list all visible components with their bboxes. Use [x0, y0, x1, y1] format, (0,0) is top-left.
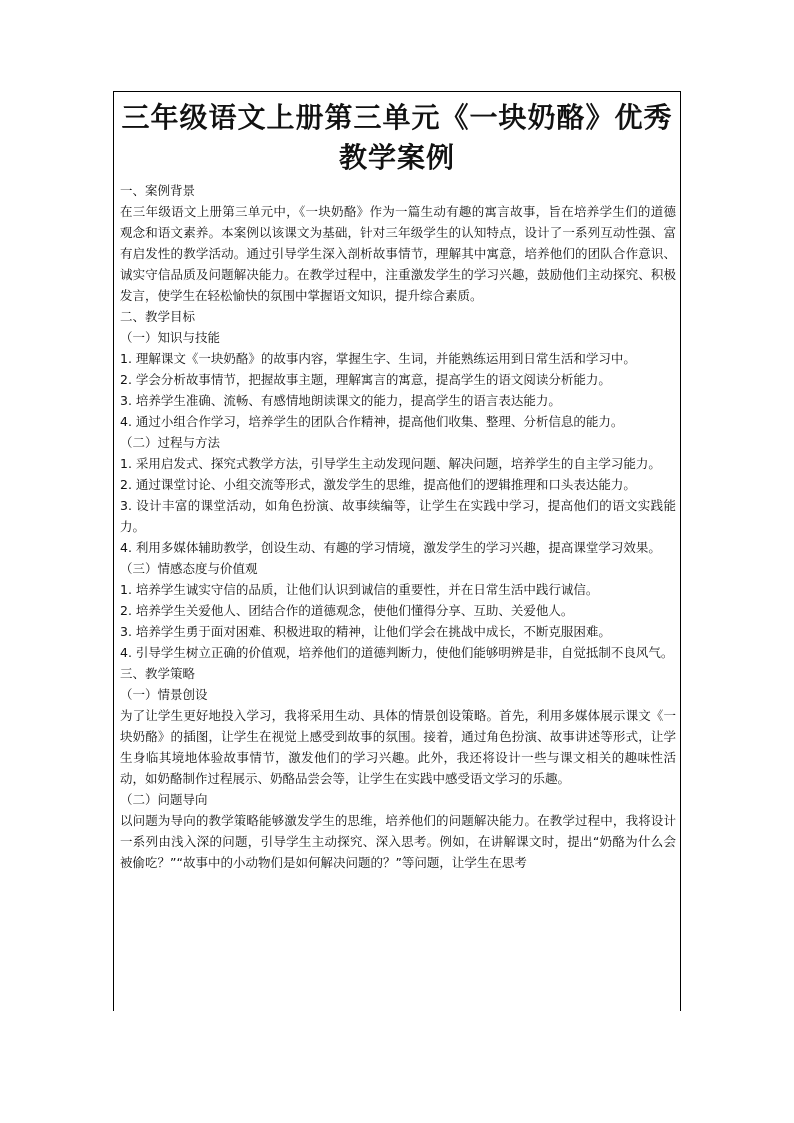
paragraph-situation: 为了让学生更好地投入学习，我将采用生动、具体的情景创设策略。首先，利用多媒体展示课文《一块奶酪》的插图，让学生在视觉上感受到故事的氛围。接着，通过角色扮演、故事讲述等形式，让学生身临其境地体验故事情节，激发他们的学习兴趣。此外，我还将设计一些与课文相关的趣味性活动，如奶酪制作过程展示、奶酪品尝会等，让学生在实践中感受语文学习的乐趣。 [120, 708, 676, 786]
section-heading-strategy: 三、教学策略 [120, 666, 196, 681]
document-body [114, 178, 680, 873]
list-item-values-2: 2. 培养学生关爱他人、团结合作的道德观念，使他们懂得分享、互助、关爱他人。 [120, 603, 574, 618]
section-heading-background: 一、案例背景 [120, 183, 196, 198]
section-heading-goals: 二、教学目标 [120, 309, 196, 324]
list-item-values-3: 3. 培养学生勇于面对困难、积极进取的精神，让他们学会在挑战中成长，不断克服困难。 [120, 624, 611, 639]
list-item-knowledge-4: 4. 通过小组合作学习，培养学生的团队合作精神，提高他们收集、整理、分析信息的能力。 [120, 414, 624, 429]
list-item-process-3: 3. 设计丰富的课堂活动，如角色扮演、故事续编等，让学生在实践中学习，提高他们的语文实践能力。 [120, 498, 676, 534]
document-title: 三年级语文上册第三单元《一块奶酪》优秀教学案例 [121, 101, 673, 174]
list-item-knowledge-3: 3. 培养学生准确、流畅、有感情地朗读课文的能力，提高学生的语言表达能力。 [120, 393, 561, 408]
paragraph-problem: 以问题为导向的教学策略能够激发学生的思维，培养他们的问题解决能力。在教学过程中，我将设计一系列由浅入深的问题，引导学生主动探究、深入思考。例如，在讲解课文时，提出“奶酪为什么会被偷吃？”“故事中的小动物们是如何解决问题的？”等问题，让学生在思考 [120, 813, 676, 870]
list-item-knowledge-1: 1. 理解课文《一块奶酪》的故事内容，掌握生字、生词，并能熟练运用到日常生活和学习中。 [120, 351, 636, 366]
list-item-process-2: 2. 通过课堂讨论、小组交流等形式，激发学生的思维，提高他们的逻辑推理和口头表达能力。 [120, 477, 636, 492]
list-item-process-1: 1. 采用启发式、探究式教学方法，引导学生主动发现问题、解决问题，培养学生的自主学习能力。 [120, 456, 661, 471]
paragraph-background: 在三年级语文上册第三单元中，《一块奶酪》作为一篇生动有趣的寓言故事，旨在培养学生们的道德观念和语文素养。本案例以该课文为基础，针对三年级学生的认知特点，设计了一系列互动性强、富有启发性的教学活动。通过引导学生深入剖析故事情节，理解其中寓意，培养他们的团队合作意识、诚实守信品质及问题解决能力。在教学过程中，注重激发学生的学习兴趣，鼓励他们主动探究、积极发言，使学生在轻松愉快的氛围中掌握语文知识，提升综合素质。 [120, 204, 676, 303]
subheading-knowledge: （一）知识与技能 [120, 330, 221, 345]
subheading-situation: （一）情景创设 [120, 687, 208, 702]
list-item-values-4: 4. 引导学生树立正确的价值观，培养他们的道德判断力，使他们能够明辨是非，自觉抵制不良风气。 [120, 645, 674, 660]
subheading-values: （三）情感态度与价值观 [120, 561, 258, 576]
list-item-process-4: 4. 利用多媒体辅助教学，创设生动、有趣的学习情境，激发学生的学习兴趣，提高课堂学习效果。 [120, 540, 661, 555]
document-frame [113, 91, 681, 1011]
list-item-knowledge-2: 2. 学会分析故事情节，把握故事主题，理解寓言的寓意，提高学生的语文阅读分析能力。 [120, 372, 611, 387]
list-item-values-1: 1. 培养学生诚实守信的品质，让他们认识到诚信的重要性，并在日常生活中践行诚信。 [120, 582, 599, 597]
subheading-problem: （二）问题导向 [120, 792, 208, 807]
subheading-process: （二）过程与方法 [120, 435, 221, 450]
